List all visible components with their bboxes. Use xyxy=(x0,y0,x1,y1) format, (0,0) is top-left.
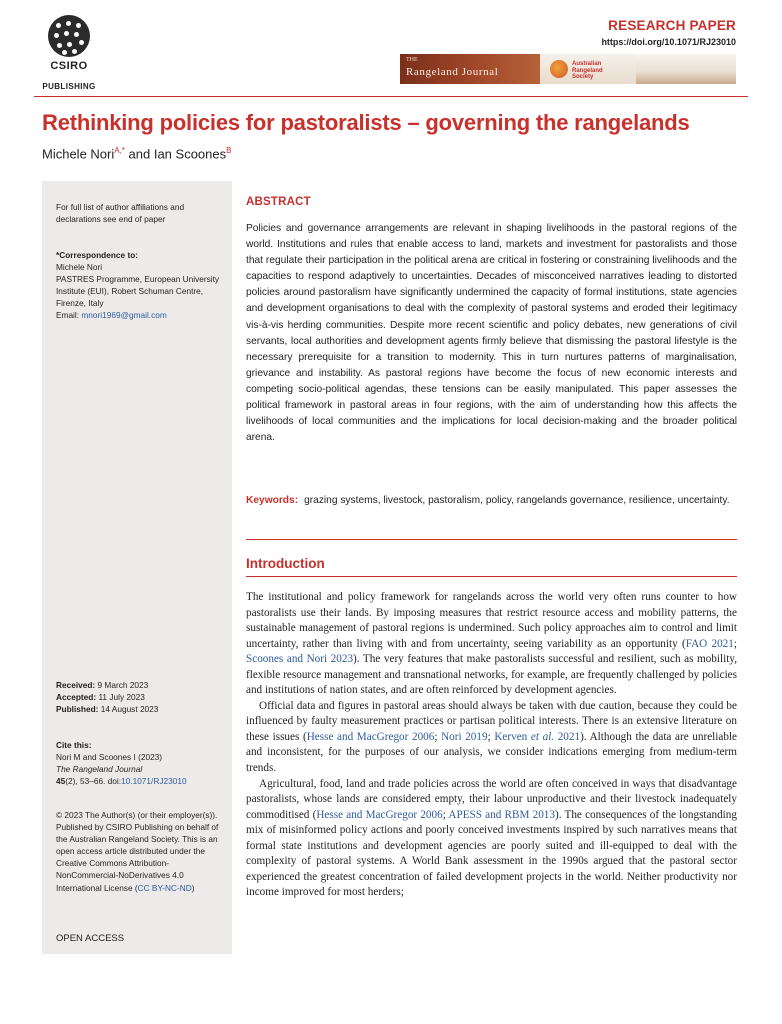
accepted-date: 11 July 2023 xyxy=(98,692,145,703)
publisher-logo xyxy=(34,15,104,91)
citation-link[interactable]: Kerven et al. 2021 xyxy=(494,730,581,743)
author-name[interactable]: Ian Scoones xyxy=(153,146,227,162)
email-link[interactable]: mnori1969@gmail.com xyxy=(81,310,167,321)
abstract-heading: ABSTRACT xyxy=(246,196,311,208)
csiro-logo-icon xyxy=(48,15,90,57)
correspondence-block: *Correspondence to: Michele Nori PASTRES Programme, European University Institute (EUI), Robert Schuman Centre, Firenze, Italy Email: mnori1969@gmail.com xyxy=(56,249,226,322)
correspondence-address: PASTRES Programme, European University Institute (EUI), Robert Schuman Centre, Firenze, Italy xyxy=(56,274,220,309)
author-line: Michele Nori$^{A,*}$ and Ian Scoones$^B$ xyxy=(42,146,232,162)
citation-link[interactable]: Scoones and Nori 2023 xyxy=(246,653,354,666)
journal-banner xyxy=(400,54,736,84)
journal-title-block xyxy=(400,54,540,84)
paragraph: Agricultural, food, land and trade policies across the world are often conceived in ways that disadvantage pastoralists, whose lands are considered empty, their labour unproductive and their livestock inadequately commoditised (Hesse and MacGregor 2006; APESS and RBM 2013). The consequences of the longstanding mix of misinformed policy actions and poorly conceived investments inspired by such narratives means that formal state institutions and development agencies are poorly suited and ill-equipped to deal with the complexity of pastoral systems. A World Bank assessment in the 1990s argued that the pastoral sector experienced the greatest concentration of failed development projects in the world. Neither productivity nor income improved for most herders; xyxy=(246,777,737,899)
correspondence-label: *Correspondence to: xyxy=(56,250,139,260)
keywords-list: grazing systems, livestock, pastoralism, policy, rangelands governance, resilience, uncertainty. xyxy=(304,495,730,506)
author-affiliation-marker: A,* xyxy=(114,146,125,155)
citation-link[interactable]: Nori 2019 xyxy=(441,730,488,743)
citation-link[interactable]: Hesse and MacGregor 2006 xyxy=(306,730,435,743)
correspondence-name: Michele Nori xyxy=(56,262,103,273)
license-link[interactable]: CC BY-NC-ND xyxy=(137,882,192,893)
received-date: 9 March 2023 xyxy=(97,680,149,690)
landscape-photo xyxy=(636,54,736,84)
open-access-label: OPEN ACCESS xyxy=(56,933,125,944)
header-divider xyxy=(34,96,748,97)
article-info-sidebar xyxy=(42,181,232,954)
citation-block: Cite this: Nori M and Scoones I (2023) The Rangeland Journal 45(2), 53–66. doi:10.1071/RJ23010 xyxy=(56,739,226,787)
paragraph: Official data and figures in pastoral areas should always be taken with due caution, because they could be influenced by faulty measurement practices or partisan political interests. There is an extensive literature on these issues (Hesse and MacGregor 2006; Nori 2019; Kerven et al. 2021). Although the data are unreliable and inconsistent, for the purposes of our analysis, we consider indications emerging from medium-term trends. xyxy=(246,699,738,775)
author-name[interactable]: Michele Nori xyxy=(42,146,115,162)
citation-link[interactable]: APESS and RBM 2013 xyxy=(448,808,555,821)
logo-wordmark: CSIRO xyxy=(50,60,88,72)
paper-type-label: RESEARCH PAPER xyxy=(608,18,736,33)
abstract-text: Policies and governance arrangements are relevant in shaping livelihoods in the pastoral regions of the world. Institutions and rules that enable access to land, markets and investment for pastoralists and those that regulate their participation in the political arena are critical in fostering or constraining livelihoods and the capacities to respond adaptively to uncertainties. Decades of misconceived narratives leading to distorted policies around pastoralism have significantly undermined the capacity of formal institutions, state agencies and development organisations to deal with the complexity of pastoral systems and eroded their legitimacy vis-à-vis herding communities. Despite more recent scientific and policy debates, new generations of civil servants, local authorities and development agents firmly believe that dismissing the pastoral lifestyle is the necessary prerequisite for a transition to modernity. This in turn nurtures patterns of marginalisation, grievance and instability. As pastoral regions have become the focus of new economic interests and competing socio-political agendas, these tensions can be easily manipulated. This paper assesses the political framework in pastoral areas in four regions, with the aim of understanding how this affects the livelihoods of local communities and the implications for local decision-making and the broader political arena. xyxy=(246,223,737,444)
cite-doi-link[interactable]: 10.1071/RJ23010 xyxy=(121,776,187,787)
introduction-heading: Introduction xyxy=(246,556,325,571)
keywords xyxy=(246,493,737,509)
society-block xyxy=(540,54,736,84)
society-emblem-icon xyxy=(550,60,568,78)
logo-publishing: PUBLISHING xyxy=(42,82,96,91)
citation-link[interactable]: FAO 2021 xyxy=(685,637,734,650)
introduction-body xyxy=(246,590,737,901)
keywords-label: Keywords: xyxy=(246,495,299,506)
section-divider xyxy=(246,539,737,540)
journal-name: Rangeland Journal xyxy=(406,66,499,78)
published-date: 14 August 2023 xyxy=(100,704,159,715)
citation-link[interactable]: Hesse and MacGregor 2006 xyxy=(316,808,443,821)
dates-block: Received: 9 March 2023 Accepted: 11 July 2023 Published: 14 August 2023 xyxy=(56,680,159,715)
journal-small-title: THE xyxy=(406,57,418,63)
author-affiliation-marker: B xyxy=(226,146,232,155)
copyright-block: © 2023 The Author(s) (or their employer(s)). Published by CSIRO Publishing on behalf of the Australian Rangeland Society. This is an open access article distributed under the Creative Commons Attribution-NonCommercial-NoDerivatives 4.0 International License (CC BY-NC-ND) xyxy=(56,810,219,893)
article-title: Rethinking policies for pastoralists – governing the rangelands xyxy=(42,110,690,135)
cite-label: Cite this: xyxy=(56,740,92,750)
doi-link[interactable]: https://doi.org/10.1071/RJ23010 xyxy=(601,37,736,47)
paragraph: The institutional and policy framework for rangelands across the world very often runs counter to how pastoralists use their lands. By imposing measures that restrict resource access and mobility patterns, the sustainable management of pastoral regions is undermined. Such policy approaches aim to control and limit uncertainty, rather than living with and from uncertainty, seeing variability as an opportunity (FAO 2021; Scoones and Nori 2023). The very features that make pastoralists successful and resilient, such as mobility, flexible resource management and transnational networks, for example, are frequently challenged by policies and institutions of nation states, and are often reinforced by development agencies. xyxy=(246,591,737,697)
introduction-underline xyxy=(246,576,737,577)
society-name: Australian Rangeland Society xyxy=(572,61,603,80)
affiliations-note: For full list of author affiliations and declarations see end of paper xyxy=(56,202,185,225)
